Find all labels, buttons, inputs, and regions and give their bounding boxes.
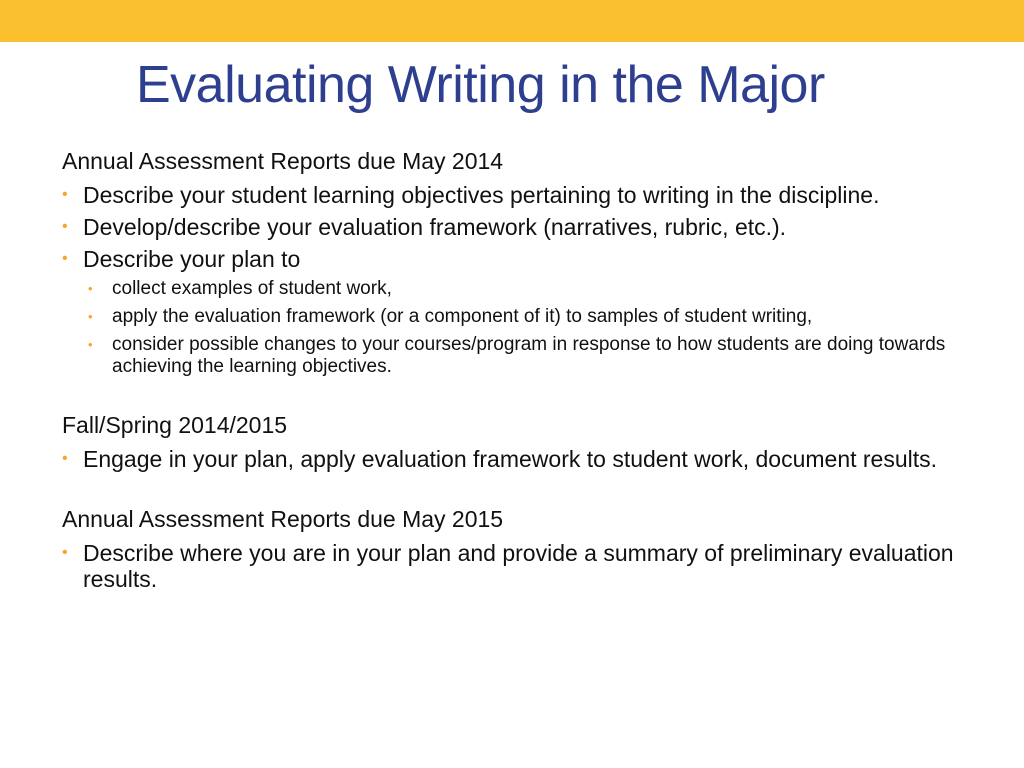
list-item	[62, 540, 962, 592]
sub-bullet-text: apply the evaluation framework (or a component of it) to samples of student writing,	[112, 306, 813, 327]
bullet-dot-icon: •	[88, 337, 93, 352]
sub-list-item	[88, 306, 962, 328]
bullet-text: Describe where you are in your plan and provide a summary of preliminary evaluation results.	[83, 540, 954, 592]
slide-content	[62, 146, 962, 592]
section-2014-2015	[62, 410, 962, 472]
top-accent-bar	[0, 0, 1024, 42]
bullet-list	[62, 182, 962, 378]
bullet-text: Describe your plan to	[83, 246, 301, 272]
section-2015	[62, 504, 962, 592]
slide-title: Evaluating Writing in the Major	[136, 56, 825, 114]
bullet-dot-icon: •	[62, 218, 68, 235]
bullet-dot-icon: •	[88, 281, 93, 296]
bullet-list	[62, 446, 962, 472]
bullet-dot-icon: •	[88, 309, 93, 324]
sub-bullet-list	[83, 278, 962, 378]
bullet-dot-icon: •	[62, 186, 68, 203]
sub-bullet-text: collect examples of student work,	[112, 278, 392, 299]
list-item	[62, 246, 962, 378]
section-heading: Fall/Spring 2014/2015	[62, 412, 288, 438]
list-item	[62, 446, 962, 472]
section-2014	[62, 146, 962, 378]
list-item	[62, 214, 962, 240]
list-item	[62, 182, 962, 208]
bullet-text: Develop/describe your evaluation framework (narratives, rubric, etc.).	[83, 214, 787, 240]
bullet-text: Engage in your plan, apply evaluation framework to student work, document results.	[83, 446, 938, 472]
section-heading: Annual Assessment Reports due May 2015	[62, 506, 504, 532]
sub-list-item	[88, 278, 962, 300]
section-heading: Annual Assessment Reports due May 2014	[62, 148, 504, 174]
bullet-dot-icon: •	[62, 450, 68, 467]
sub-bullet-text: consider possible changes to your courses/program in response to how students are doing towards achieving the learning objectives.	[112, 334, 946, 377]
bullet-list	[62, 540, 962, 592]
bullet-dot-icon: •	[62, 544, 68, 561]
bullet-text: Describe your student learning objectives pertaining to writing in the discipline.	[83, 182, 880, 208]
sub-list-item	[88, 334, 962, 378]
bullet-dot-icon: •	[62, 250, 68, 267]
